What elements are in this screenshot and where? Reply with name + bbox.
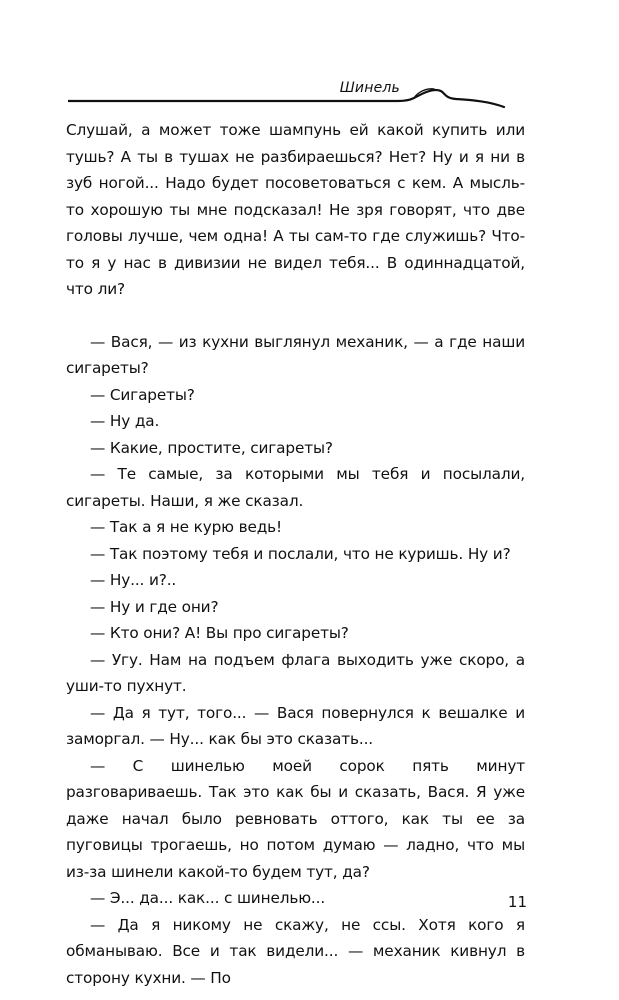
dialog-line: — Да я никому не скажу, не ссы. Хотя кого я обманываю. Все и так видели... — механик кивнул в сторону кухни. — По <box>66 915 525 987</box>
dialog-line: — Э... да... как... с шинелью... <box>90 889 326 907</box>
page-body <box>66 117 525 991</box>
dialog-line: — Угу. Нам на подъем флага выходить уже скоро, а уши-то пухнут. <box>66 650 525 695</box>
dialog-line: — Какие, простите, сигареты? <box>90 438 333 457</box>
intro-paragraph: Слушай, а может тоже шампунь ей какой купить или тушь? А ты в тушах не разбираешься? Нет? Ну и я ни в зуб ногой... Надо будет посоветоваться с кем. А мысль-то хорошую ты мне подсказал! Не зря говорят, что две головы лучше, чем одна! А ты сам-то где служишь? Что-то я у нас в дивизии не видел тебя... В одиннадцатой, что ли? <box>66 121 525 298</box>
dialog-line: — Ну... и?.. <box>90 571 177 589</box>
dialog-line: — Кто они? А! Вы про сигареты? <box>90 624 349 642</box>
running-title: Шинель <box>339 80 400 96</box>
dialog-line: — Сигареты? <box>90 385 195 404</box>
dialog-line: — Вася, — из кухни выглянул механик, — а где наши сигареты? <box>66 332 525 377</box>
dialog-line: — Да я тут, того... — Вася повернулся к вешалке и заморгал. — Ну... как бы это сказать... <box>66 703 525 748</box>
dialog-line: — Ну и где они? <box>90 597 219 616</box>
dialog-line: — Ну да. <box>90 412 160 430</box>
paragraph-gap <box>66 303 525 329</box>
header-ornament-rule <box>68 76 508 116</box>
dialog-line: — С шинелью моей сорок пять минут разговариваешь. Так это как бы и сказать, Вася. Я уже даже начал было ревновать оттого, как ты ее за пуговицы трогаешь, но потом думаю — ладно, что мы из-за шинели какой-то будем тут, да? <box>66 756 525 881</box>
dialog-line: — Те самые, за которыми мы тебя и посылали, сигареты. Наши, я же сказал. <box>66 465 525 510</box>
dialog-line: — Так а я не курю ведь! <box>90 518 282 536</box>
running-header <box>68 76 508 116</box>
page-number: 11 <box>507 893 527 911</box>
dialog-line: — Так поэтому тебя и послали, что не куришь. Ну и? <box>90 544 511 563</box>
